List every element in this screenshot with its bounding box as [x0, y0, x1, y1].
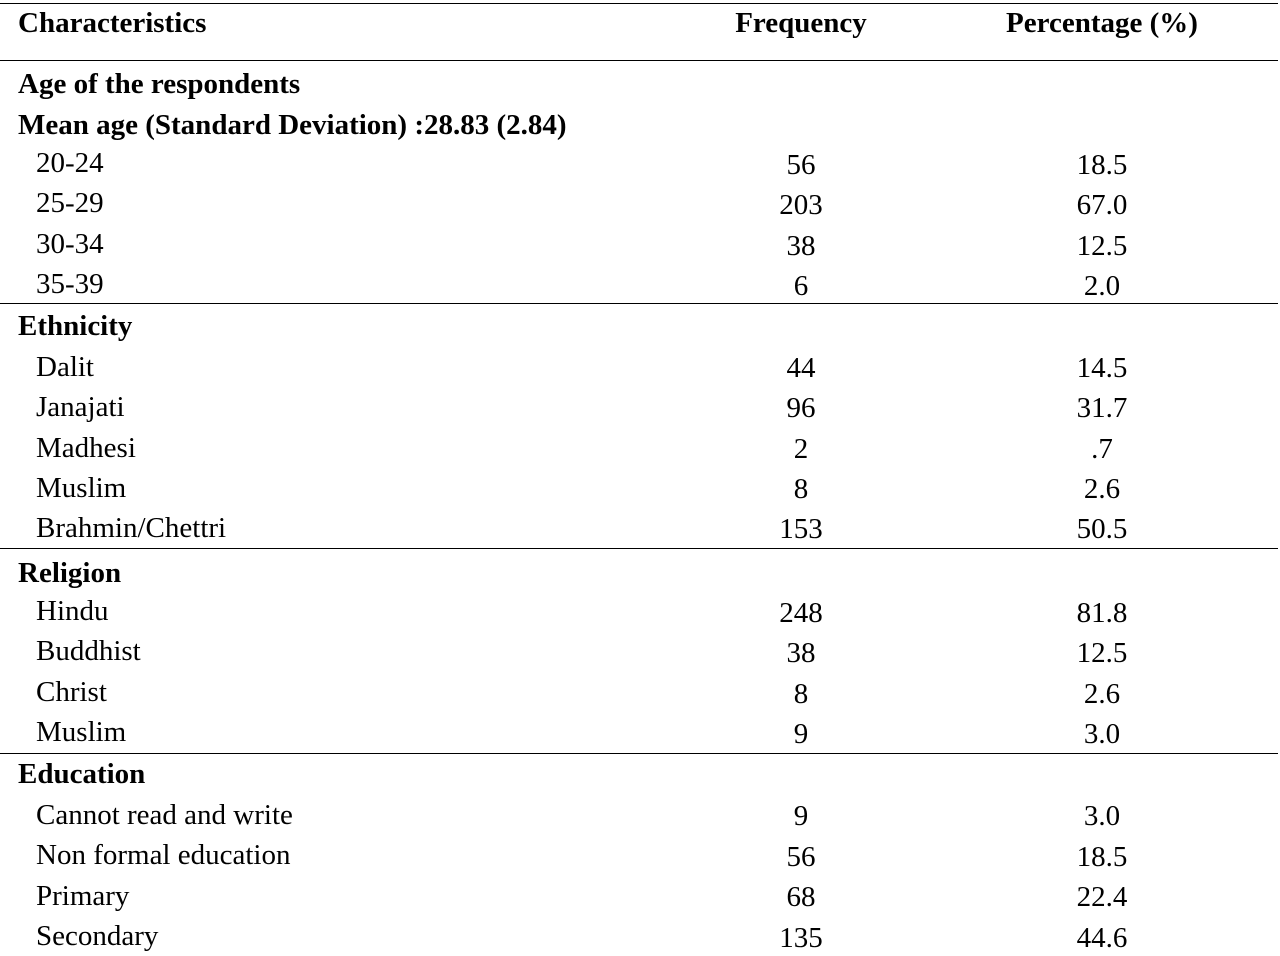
row-frequency: 9	[793, 718, 809, 750]
section-divider-religion	[0, 753, 1278, 754]
row-label: Dalit	[36, 351, 94, 383]
row-percentage: 2.6	[1083, 473, 1121, 505]
section-subtitle-mean-age: Mean age (Standard Deviation) :28.83 (2.84)	[18, 109, 567, 141]
row-label: 35-39	[36, 268, 104, 300]
row-frequency: 8	[793, 473, 809, 505]
row-frequency: 68	[786, 881, 816, 913]
row-percentage: 12.5	[1076, 230, 1128, 262]
table-top-rule	[0, 3, 1278, 4]
row-label: Secondary	[36, 920, 159, 952]
row-percentage: .7	[1091, 433, 1113, 465]
row-label: 20-24	[36, 147, 104, 179]
section-divider-ethnicity	[0, 548, 1278, 549]
row-frequency: 203	[779, 189, 823, 221]
row-label: 25-29	[36, 187, 104, 219]
section-title-ethnicity: Ethnicity	[18, 310, 133, 342]
row-frequency: 38	[786, 637, 816, 669]
row-label: Muslim	[36, 716, 127, 748]
header-characteristics: Characteristics	[18, 7, 207, 39]
row-frequency: 9	[793, 800, 809, 832]
header-percentage: Percentage (%)	[1006, 7, 1198, 39]
row-label: Non formal education	[36, 839, 291, 871]
section-title-age: Age of the respondents	[18, 68, 301, 100]
row-percentage: 3.0	[1083, 718, 1121, 750]
row-label: Christ	[36, 676, 107, 708]
row-label: Primary	[36, 880, 130, 912]
row-frequency: 135	[779, 922, 823, 954]
row-frequency: 56	[786, 841, 816, 873]
row-percentage: 18.5	[1076, 841, 1128, 873]
section-divider-age	[0, 303, 1278, 304]
row-frequency: 153	[779, 513, 823, 545]
row-frequency: 248	[779, 597, 823, 629]
row-label: Buddhist	[36, 635, 141, 667]
row-percentage: 31.7	[1076, 392, 1128, 424]
row-label: Madhesi	[36, 432, 136, 464]
row-percentage: 3.0	[1083, 800, 1121, 832]
row-percentage: 50.5	[1076, 513, 1128, 545]
row-percentage: 44.6	[1076, 922, 1128, 954]
row-label: Hindu	[36, 595, 109, 627]
row-label: Brahmin/Chettri	[36, 512, 227, 544]
row-percentage: 67.0	[1076, 189, 1128, 221]
row-label: Muslim	[36, 472, 127, 504]
row-percentage: 12.5	[1076, 637, 1128, 669]
row-percentage: 81.8	[1076, 597, 1128, 629]
section-title-religion: Religion	[18, 557, 122, 589]
row-percentage: 22.4	[1076, 881, 1128, 913]
row-percentage: 18.5	[1076, 149, 1128, 181]
row-label: Cannot read and write	[36, 799, 293, 831]
row-frequency: 44	[786, 352, 816, 384]
row-percentage: 2.6	[1083, 678, 1121, 710]
row-frequency: 6	[793, 270, 809, 302]
header-bottom-rule	[0, 60, 1278, 61]
row-frequency: 38	[786, 230, 816, 262]
row-label: Janajati	[36, 391, 125, 423]
row-frequency: 56	[786, 149, 816, 181]
section-title-education: Education	[18, 758, 146, 790]
row-label: 30-34	[36, 228, 104, 260]
header-frequency: Frequency	[735, 7, 867, 39]
row-frequency: 96	[786, 392, 816, 424]
row-percentage: 2.0	[1083, 270, 1121, 302]
row-frequency: 8	[793, 678, 809, 710]
row-frequency: 2	[793, 433, 809, 465]
row-percentage: 14.5	[1076, 352, 1128, 384]
